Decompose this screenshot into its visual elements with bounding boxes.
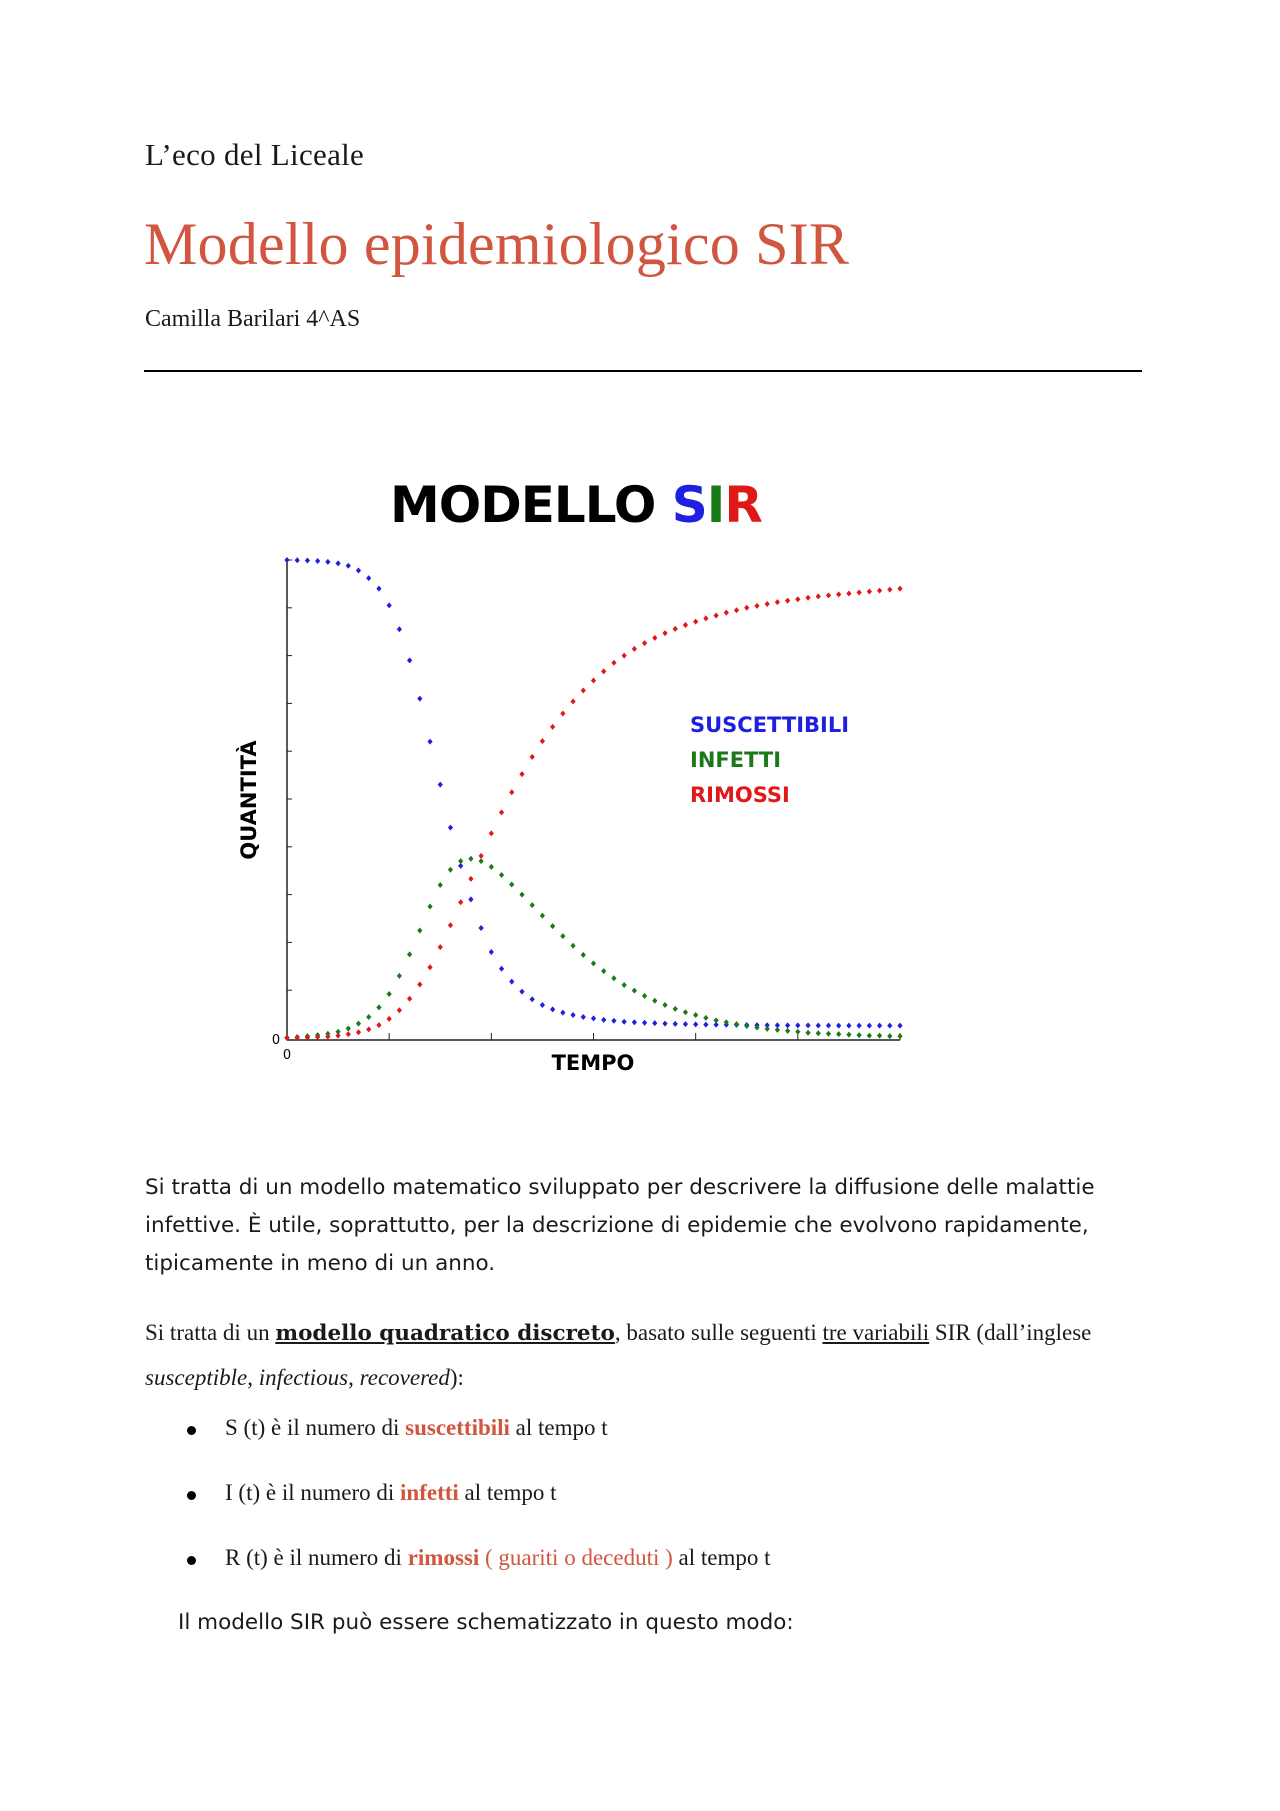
y-origin-label: 0 <box>271 1033 281 1048</box>
data-point <box>519 892 524 898</box>
data-point <box>754 603 759 609</box>
x-axis-label: TEMPO <box>551 1051 635 1075</box>
data-point <box>632 988 637 994</box>
data-point <box>652 998 657 1004</box>
legend-entry: INFETTI <box>690 748 782 772</box>
data-point <box>795 596 800 602</box>
data-point <box>550 923 555 929</box>
data-point <box>805 595 810 601</box>
data-point <box>295 557 300 563</box>
data-point <box>489 830 494 836</box>
data-point <box>438 882 443 888</box>
data-point <box>468 856 473 862</box>
data-point <box>703 615 708 621</box>
p2-pre: Si tratta di un <box>145 1320 276 1345</box>
data-point <box>530 902 535 908</box>
data-point <box>417 927 422 933</box>
data-point <box>376 586 381 592</box>
data-point <box>887 587 892 593</box>
x-ticks <box>389 1033 900 1040</box>
data-point <box>570 943 575 949</box>
data-point <box>448 867 453 873</box>
data-point <box>703 1015 708 1021</box>
data-point <box>458 899 463 905</box>
data-point <box>356 568 361 574</box>
list-item <box>195 1541 771 1606</box>
data-point <box>376 1022 381 1028</box>
data-point <box>284 557 289 563</box>
data-point <box>499 966 504 972</box>
chart-title-part: MODELLO <box>390 476 672 534</box>
data-point <box>734 1021 739 1027</box>
data-point <box>550 724 555 730</box>
newspaper-header: L’eco del Liceale <box>145 137 365 172</box>
data-point <box>591 1015 596 1021</box>
data-point <box>673 626 678 632</box>
data-point <box>581 1014 586 1020</box>
data-point <box>427 964 432 970</box>
p2-mid: , basato sulle seguenti <box>614 1320 823 1345</box>
data-point <box>857 590 862 596</box>
data-point <box>867 589 872 595</box>
chart-title-part: R <box>724 476 762 534</box>
data-point <box>509 882 514 888</box>
series-rimossi <box>284 586 902 1041</box>
bullet-pre: S (t) è il numero di <box>225 1415 406 1440</box>
data-point <box>468 876 473 882</box>
data-point <box>795 1022 800 1028</box>
list-item <box>195 1476 771 1541</box>
data-point <box>601 1017 606 1023</box>
data-point <box>366 1014 371 1020</box>
data-point <box>836 1023 841 1029</box>
variables-list <box>195 1411 771 1606</box>
data-point <box>622 982 627 988</box>
data-point <box>683 622 688 628</box>
data-point <box>591 960 596 966</box>
data-point <box>744 1023 749 1029</box>
data-point <box>775 599 780 605</box>
data-point <box>499 809 504 815</box>
data-point <box>826 592 831 598</box>
data-point <box>346 1025 351 1031</box>
legend-entry: SUSCETTIBILI <box>690 713 850 737</box>
data-point <box>591 677 596 683</box>
data-point <box>407 657 412 663</box>
data-point <box>887 1023 892 1029</box>
data-point <box>356 1029 361 1035</box>
data-point <box>846 1023 851 1029</box>
data-point <box>519 989 524 995</box>
p2-post: SIR (dall’inglese <box>929 1320 1092 1345</box>
p2-italic-3: recovered <box>359 1365 450 1390</box>
bullet-post: al tempo t <box>672 1545 771 1570</box>
data-point <box>867 1033 872 1039</box>
data-point <box>775 1027 780 1033</box>
data-point <box>611 660 616 666</box>
data-point <box>407 951 412 957</box>
data-point <box>897 586 902 592</box>
article-author: Camilla Barilari 4^AS <box>145 306 361 332</box>
data-point <box>693 1012 698 1018</box>
data-point <box>417 981 422 987</box>
data-point <box>857 1032 862 1038</box>
data-point <box>662 1002 667 1008</box>
p2-italic-2: infectious <box>258 1365 349 1390</box>
bullet-pre: R (t) è il numero di <box>225 1545 408 1570</box>
data-point <box>540 1002 545 1008</box>
data-point <box>387 602 392 608</box>
data-point <box>632 646 637 652</box>
data-point <box>744 605 749 611</box>
data-point <box>846 1032 851 1038</box>
p2-sep-1: , <box>247 1365 259 1390</box>
data-point <box>611 975 616 981</box>
chart-legend <box>690 713 849 807</box>
data-point <box>734 607 739 613</box>
p2-end: ): <box>449 1365 464 1390</box>
data-point <box>897 1023 902 1029</box>
data-point <box>489 949 494 955</box>
data-point <box>836 591 841 597</box>
data-point <box>785 1028 790 1034</box>
data-point <box>897 1033 902 1039</box>
variables-paragraph <box>145 1314 1155 1404</box>
data-point <box>530 996 535 1002</box>
p2-bold-term: modello quadratico discreto <box>275 1321 615 1346</box>
data-point <box>816 1022 821 1028</box>
data-point <box>570 1012 575 1018</box>
data-point <box>427 904 432 910</box>
data-point <box>468 896 473 902</box>
series-suscettibili <box>284 557 902 1029</box>
data-point <box>714 1017 719 1023</box>
data-point <box>652 1020 657 1026</box>
data-point <box>509 789 514 795</box>
data-point <box>550 1006 555 1012</box>
data-point <box>816 593 821 599</box>
series-layer <box>284 557 902 1041</box>
data-point <box>673 1021 678 1027</box>
data-point <box>325 559 330 565</box>
data-point <box>397 1007 402 1013</box>
data-point <box>805 1030 810 1036</box>
data-point <box>867 1023 872 1029</box>
bullet-icon <box>187 1491 196 1500</box>
data-point <box>335 1033 340 1039</box>
intro-paragraph: Si tratta di un modello matematico sviluppato per descrivere la diffusione delle malattie infettive. È utile, soprattutto, per la descrizione di epidemie che evolvono rapidamente, tipicamente in meno di un anno. <box>145 1175 1095 1276</box>
data-point <box>530 754 535 760</box>
data-point <box>458 858 463 864</box>
data-point <box>315 558 320 564</box>
data-point <box>305 557 310 563</box>
data-point <box>785 598 790 604</box>
schema-intro-paragraph: Il modello SIR può essere schematizzato in questo modo: <box>178 1610 794 1635</box>
series-infetti <box>284 856 902 1041</box>
data-point <box>479 853 484 859</box>
data-point <box>407 996 412 1002</box>
bullet-post: al tempo t <box>509 1415 608 1440</box>
data-point <box>703 1022 708 1028</box>
data-point <box>601 668 606 674</box>
chart-title <box>390 476 762 534</box>
data-point <box>846 590 851 596</box>
data-point <box>622 1019 627 1025</box>
data-point <box>693 1021 698 1027</box>
data-point <box>673 1006 678 1012</box>
bullet-term: infetti <box>400 1480 459 1505</box>
data-point <box>857 1023 862 1029</box>
data-point <box>346 1031 351 1037</box>
data-point <box>785 1022 790 1028</box>
bullet-term: suscettibili <box>405 1415 510 1440</box>
data-point <box>887 1033 892 1039</box>
data-point <box>366 1026 371 1032</box>
data-point <box>448 825 453 831</box>
data-point <box>877 588 882 594</box>
x-origin-label: 0 <box>282 1048 292 1063</box>
data-point <box>662 630 667 636</box>
data-point <box>836 1031 841 1037</box>
data-point <box>581 952 586 958</box>
horizontal-rule <box>144 370 1142 372</box>
data-point <box>356 1021 361 1027</box>
data-point <box>826 1031 831 1037</box>
sir-chart <box>0 440 1280 1100</box>
chart-title-part: S <box>671 476 707 534</box>
data-point <box>427 739 432 745</box>
data-point <box>489 864 494 870</box>
data-point <box>601 968 606 974</box>
data-point <box>479 858 484 864</box>
data-point <box>642 640 647 646</box>
chart-title-part: I <box>706 476 725 534</box>
data-point <box>765 1026 770 1032</box>
data-point <box>581 687 586 693</box>
data-point <box>346 563 351 569</box>
bullet-post: al tempo t <box>458 1480 557 1505</box>
data-point <box>438 782 443 788</box>
data-point <box>387 991 392 997</box>
data-point <box>560 710 565 716</box>
data-point <box>387 1016 392 1022</box>
data-point <box>765 601 770 607</box>
data-point <box>642 1020 647 1026</box>
bullet-term: rimossi <box>407 1545 480 1570</box>
data-point <box>877 1023 882 1029</box>
data-point <box>714 612 719 618</box>
data-point <box>642 993 647 999</box>
data-point <box>683 1021 688 1027</box>
data-point <box>560 1010 565 1016</box>
data-point <box>448 922 453 928</box>
data-point <box>499 872 504 878</box>
data-point <box>417 696 422 702</box>
data-point <box>632 1019 637 1025</box>
data-point <box>479 925 484 931</box>
data-point <box>397 973 402 979</box>
bullet-icon <box>187 1556 196 1565</box>
data-point <box>693 619 698 625</box>
data-point <box>683 1009 688 1015</box>
data-point <box>611 1018 616 1024</box>
data-point <box>335 560 340 566</box>
p2-italic-1: susceptible <box>145 1365 248 1390</box>
data-point <box>540 913 545 919</box>
data-point <box>877 1033 882 1039</box>
data-point <box>438 944 443 950</box>
list-item <box>195 1411 771 1476</box>
data-point <box>724 610 729 616</box>
data-point <box>376 1004 381 1010</box>
data-point <box>366 575 371 581</box>
data-point <box>652 635 657 641</box>
data-point <box>662 1021 667 1027</box>
data-point <box>826 1023 831 1029</box>
bullet-icon <box>187 1426 196 1435</box>
data-point <box>560 933 565 939</box>
p2-sep-2: , <box>348 1365 360 1390</box>
data-point <box>509 979 514 985</box>
data-point <box>570 698 575 704</box>
data-point <box>816 1030 821 1036</box>
bullet-pre: I (t) è il numero di <box>225 1480 401 1505</box>
p2-underline-term: tre variabili <box>822 1320 930 1345</box>
data-point <box>622 653 627 659</box>
data-point <box>519 771 524 777</box>
legend-entry: RIMOSSI <box>690 783 790 807</box>
data-point <box>397 626 402 632</box>
y-axis-label: QUANTITÀ <box>237 740 261 860</box>
data-point <box>795 1029 800 1035</box>
bullet-extra: ( guariti o deceduti ) <box>479 1545 673 1570</box>
data-point <box>805 1022 810 1028</box>
article-title: Modello epidemiologico SIR <box>144 211 850 277</box>
data-point <box>540 738 545 744</box>
